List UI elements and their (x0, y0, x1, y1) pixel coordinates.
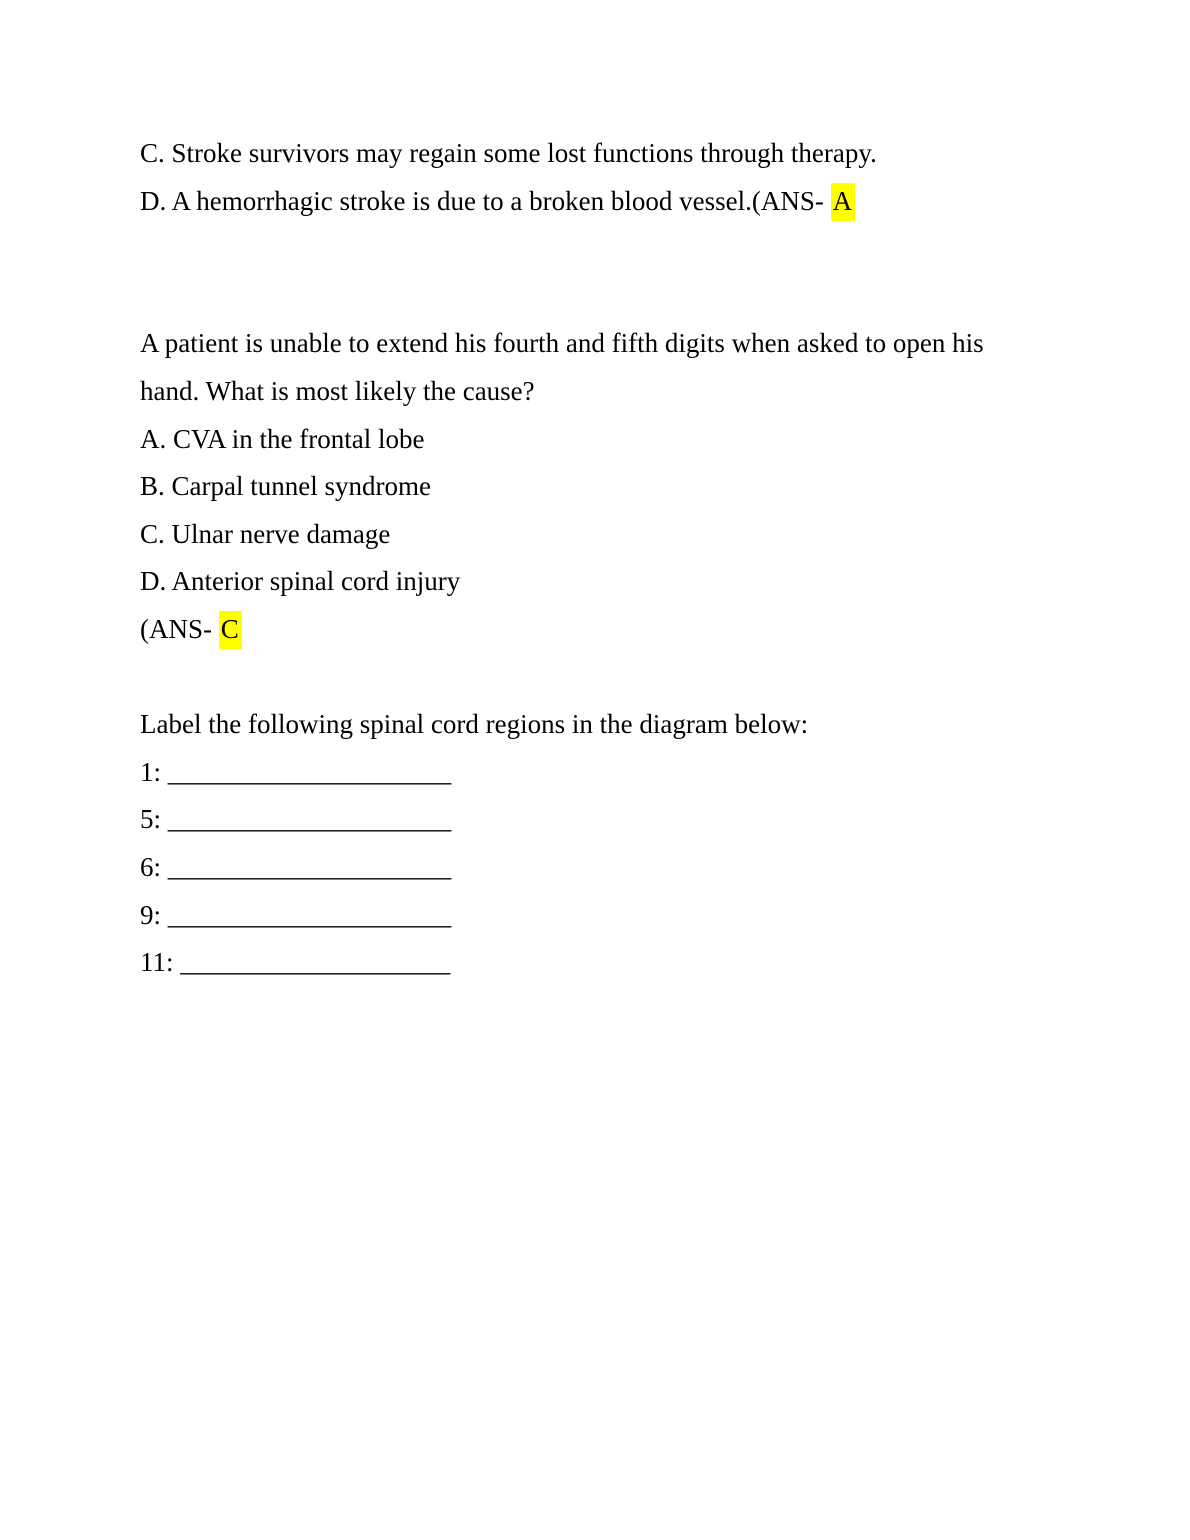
digits-answer-highlight: C (219, 611, 242, 649)
label-blank-underline-1: _____________________ (167, 756, 452, 787)
stroke-option-d-text: D. A hemorrhagic stroke is due to a broken blood vessel.(ANS- (140, 185, 831, 216)
label-blank-row-1 (140, 749, 1140, 797)
label-blank-number-6: 6: (140, 851, 168, 882)
label-heading-line (140, 701, 1140, 749)
label-heading-text: Label the following spinal cord regions in the diagram below: (140, 709, 809, 740)
label-blank-number-1: 1: (140, 756, 168, 787)
digits-option-a-line (140, 416, 1140, 464)
digits-answer-line (140, 606, 1140, 654)
spacer-line (140, 654, 1140, 702)
digits-answer-prefix: (ANS- (140, 613, 219, 644)
digits-question-text-2: hand. What is most likely the cause? (140, 375, 535, 406)
stroke-answer-highlight: A (831, 183, 856, 221)
digits-option-d-line (140, 558, 1140, 606)
digits-option-b-text: B. Carpal tunnel syndrome (140, 471, 431, 502)
stroke-option-c-text: C. Stroke survivors may regain some lost functions through therapy. (140, 138, 877, 168)
label-blank-underline-6: _____________________ (167, 851, 452, 882)
label-blank-row-6 (140, 844, 1140, 892)
digits-option-c-line (140, 511, 1140, 559)
label-blank-row-11 (140, 939, 1140, 987)
stroke-option-c-line (140, 130, 1140, 178)
label-blank-number-9: 9: (140, 899, 168, 930)
digits-option-a-text: A. CVA in the frontal lobe (140, 423, 425, 454)
spacer-line (140, 225, 1140, 273)
stroke-option-d-line (140, 178, 1140, 226)
digits-option-c-text: C. Ulnar nerve damage (140, 518, 391, 549)
digits-question-line-1 (140, 320, 1140, 368)
label-blank-row-5 (140, 796, 1140, 844)
label-blank-underline-9: _____________________ (167, 899, 452, 930)
label-blank-number-5: 5: (140, 804, 168, 835)
label-blank-row-9 (140, 892, 1140, 940)
digits-question-text-1: A patient is unable to extend his fourth and fifth digits when asked to open his (140, 328, 984, 359)
digits-option-d-text: D. Anterior spinal cord injury (140, 566, 461, 597)
label-blank-number-11: 11: (140, 947, 181, 978)
digits-option-b-line (140, 463, 1140, 511)
label-blank-underline-5: _____________________ (167, 804, 452, 835)
spacer-line (140, 273, 1140, 321)
digits-question-line-2 (140, 368, 1140, 416)
label-blank-underline-11: ____________________ (180, 947, 451, 978)
